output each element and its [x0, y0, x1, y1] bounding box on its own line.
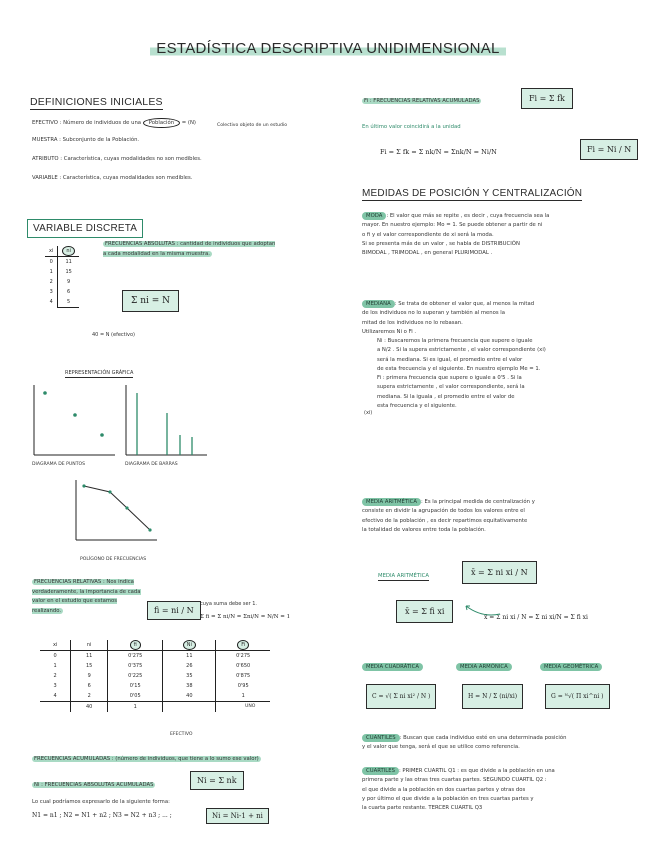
total-cell: [163, 702, 216, 713]
sum-ni-formula: Σ ni = N: [122, 290, 179, 312]
table-cell: 6: [71, 681, 108, 691]
mediana-line: Utilizaremos Ni o Fi .: [362, 328, 417, 335]
xi-note: (xi): [364, 410, 373, 416]
table-cell: 0'275: [108, 651, 163, 662]
cuantiles-block: CUANTILES : Buscan que cada individuo esté en una determinada posición y el valor que tenga, será el que se utilice como referencia.: [362, 734, 627, 753]
mediana-line: será la mediana. Si es igual, el promedio entre el valor: [377, 356, 523, 363]
media-line: efectivo de la población , es decir repartimos equitativamente: [362, 517, 528, 524]
cell: 9: [58, 277, 79, 287]
media-cuadratica-label: MEDIA CUADRÁTICA: [362, 662, 423, 672]
cell: 5: [58, 297, 79, 308]
recur-box: Ni = Ni-1 + ni: [206, 808, 269, 824]
mediana-line: supera estrictamente , el valor correspondiente, será la: [377, 384, 525, 391]
table-cell: 0'375: [108, 661, 163, 671]
representacion-heading: REPRESENTACIÓN GRÁFICA: [65, 370, 134, 376]
mediana-line: de los individuos no lo superan y también al menos la: [362, 310, 506, 317]
Ni-formula: Ni = Σ nk: [190, 771, 244, 790]
fi-formula: fi = ni / N: [147, 601, 201, 620]
table-cell: 0: [53, 653, 57, 659]
media-chain: x̄ = Σ ni xi / N = Σ ni xi/N = Σ fi xi: [484, 614, 588, 621]
arrow-icon: [462, 598, 502, 618]
table-cell: 11: [163, 651, 216, 662]
cuartiles-line: primera parte y las otras tres cuartas partes. SEGUNDO CUARTIL Q2 :: [362, 777, 547, 784]
page-title: ESTADÍSTICA DESCRIPTIVA UNIDIMENSIONAL: [0, 40, 656, 57]
header-xi: xi: [40, 640, 71, 651]
frecuencias-absolutas-text: FRECUENCIAS ABSOLUTAS : cantidad de individuos que adoptan a cada modalidad en la misma muestra.: [103, 241, 276, 257]
utility-note: En último valor coincidirá a la unidad: [362, 124, 461, 130]
table-cell: 26: [163, 661, 216, 671]
moda-line: BIMODAL , TRIMODAL , en general PLURIMODAL .: [362, 250, 493, 257]
table-cell: 2: [53, 673, 57, 679]
cuartiles-line: la cuarta parte restante. TERCER CUARTIL Q3: [362, 805, 483, 812]
label-poligono: POLÍGONO DE FRECUENCIAS: [80, 557, 147, 562]
media-label: MEDIA ARITMÉTICA: [362, 498, 421, 506]
table-cell: 0'225: [108, 671, 163, 681]
table-cell: 40: [163, 691, 216, 702]
table-cell: 0'95: [216, 681, 270, 691]
header-fi: fi: [130, 640, 141, 650]
table-cell: 11: [71, 651, 108, 662]
table-row: [40, 681, 270, 691]
table-cell: 4: [40, 691, 71, 702]
media-line: consiste en dividir la agrupación de todos los valores entre el: [362, 508, 525, 515]
efectivo-total: 40 = N (efectivo): [92, 332, 135, 338]
mediana-line: mediana. Si la iguala , el promedio entre el valor de: [377, 393, 515, 400]
table-cell: 38: [163, 681, 216, 691]
media-geometrica-label: MEDIA GEOMÉTRICA: [540, 662, 602, 672]
table-cell: 15: [71, 661, 108, 671]
table-cell: 0'650: [216, 661, 270, 671]
Ni-label: Ni : FRECUENCIAS ABSOLUTAS ACUMULADAS: [34, 782, 154, 788]
table-row: [40, 671, 270, 681]
cell: 0: [49, 259, 53, 265]
header-xi: xi: [45, 246, 58, 257]
table-row: [40, 651, 270, 662]
mediana-line: mitad de los individuos no lo rebasan.: [362, 319, 463, 326]
table-cell: 0'05: [108, 691, 163, 702]
total-cell: [216, 702, 270, 713]
mediana-label: MEDIANA: [362, 300, 395, 308]
total-cell: 1: [108, 702, 163, 713]
def-muestra: MUESTRA : Subconjunto de la Población.: [32, 136, 140, 143]
cell: 4: [49, 299, 53, 306]
cuantiles-line: y el valor que tenga, será el que se utilice como referencia.: [362, 744, 520, 751]
frecuencias-acumuladas-text: FRECUENCIAS ACUMULADAS : (número de individuos, que tiene a lo sumo ese valor): [34, 756, 259, 762]
def-variable: VARIABLE : Característica, cuyas modalidades son medibles.: [32, 174, 193, 181]
header-ni: ni: [62, 246, 75, 256]
header-Ni: Ni: [183, 640, 196, 650]
poligono-frecuencias: [72, 480, 162, 545]
media-cuadratica-formula: C = √( Σ ni xi² / N ): [366, 684, 436, 709]
label-diagrama-puntos: DIAGRAMA DE PUNTOS: [32, 462, 86, 467]
mediana-line: Ni : Buscaremos la primera frecuencia que supere o iguale: [377, 338, 533, 345]
moda-block: MODA : El valor que más se repite , es decir , cuya frecuencia sea la mayor. En nuestro ejemplo: Mo = 1. Se puede obtener a partir de ni o fi y el valor correspondiente de xi será la moda. Si se presenta más de un valor , se habla de DISTRIBUCIÓN BIMODAL , TRIMODAL , en general PLURIMODAL .: [362, 212, 627, 258]
moda-label: MODA: [362, 212, 386, 220]
table-cell: 2: [71, 691, 108, 702]
media-formula-box2: x̄ = Σ fi xi: [396, 600, 453, 623]
moda-line: mayor. En nuestro ejemplo: Mo = 1. Se puede obtener a partir de ni: [362, 222, 543, 229]
cell: 15: [58, 267, 79, 277]
variable-discreta-table: [45, 246, 79, 308]
mediana-line: Fi : primera frecuencia que supere o iguale a 0'5 . Si la: [377, 375, 522, 382]
def-efectivo: EFECTIVO : Número de individuos de una Población = (N): [32, 120, 196, 126]
recur-formula: N1 = n1 ; N2 = N1 + n2 ; N3 = N2 + n3 ; ... ;: [32, 812, 172, 819]
table-cell: 1: [216, 691, 270, 702]
diagrama-puntos: [30, 385, 120, 460]
variable-discreta-heading: VARIABLE DISCRETA: [27, 219, 143, 238]
frequency-table: [40, 640, 270, 712]
moda-line: o fi y el valor correspondiente de xi será la moda.: [362, 231, 494, 238]
media-armonica-label: MEDIA ARMÓNICA: [456, 662, 512, 672]
cell: 6: [58, 287, 79, 297]
cuartiles-label: CUARTILES: [362, 767, 399, 775]
total-cell: 40: [71, 702, 108, 713]
table-cell: 0'875: [216, 671, 270, 681]
cuantiles-label: CUANTILES: [362, 734, 400, 742]
media-armonica-formula: H = N / Σ (ni/xi): [462, 684, 523, 709]
Fi-result: Fi = Ni / N: [580, 139, 638, 160]
table-cell: 0'15: [108, 681, 163, 691]
Fi-chain: Fi = Σ fk = Σ nk/N = Σnk/N = Ni/N: [380, 148, 497, 156]
cell: 2: [49, 279, 53, 285]
header-ni: ni: [71, 640, 108, 651]
media-formula-box: x̄ = Σ ni xi / N: [462, 561, 537, 584]
header-Fi: Fi: [237, 640, 249, 650]
cell: 3: [49, 289, 53, 295]
table-row: [40, 691, 270, 702]
diagrama-barras: [122, 385, 212, 460]
poblacion-circled: Población: [143, 118, 180, 128]
Fi-label: Fi : FRECUENCIAS RELATIVAS ACUMULADAS: [364, 98, 480, 104]
frecuencias-relativas-text: FRECUENCIAS RELATIVAS : Nos indica verdaderamente, la importancia de cada valor en el estudio que estamos realizando.: [32, 579, 141, 614]
table-cell: 1: [53, 663, 57, 669]
recur-intro: Lo cual podríamos expresarlo de la siguiente forma:: [32, 799, 170, 805]
label-efectivo: EFECTIVO: [170, 732, 193, 737]
mediana-line: de esta frecuencia y el siguiente. En nuestro ejemplo Me = 1.: [377, 365, 541, 372]
table-row: [40, 661, 270, 671]
fi-sum-formula: Σ fi = Σ ni/N = Σni/N = N/N = 1: [200, 614, 291, 620]
cuartiles-block: CUARTILES : PRIMER CUARTIL Q1 : es que divide a la población en una primera parte y las otras tres cuartas partes. SEGUNDO CUARTIL Q2 : el que divide a la población en dos cuartas partes y otras dos y por último el que divide a la población en tres cuartas partes y la cuarta parte restante. TERCER CUARTIL Q3: [362, 767, 627, 813]
cuartiles-line: el que divide a la población en dos cuartas partes y otras dos: [362, 786, 526, 793]
mediana-line: a N/2 . Si la supera estrictamente , el valor correspondiente (xi): [377, 347, 546, 354]
mediana-block: MEDIANA : Se trata de obtener el valor que, al menos la mitad de los individuos no lo superan y también al menos la mitad de los individuos no lo rebasan. Utilizaremos Ni o Fi . Ni : Buscaremos la primera frecuencia que supere o iguale a N/2 . Si la supera estrictamente , el valor correspondiente (xi) será la mediana. Si es igual, el promedio entre el valor de esta frecuencia y el siguiente. En nuestro ejemplo Me = 1. Fi : primera frecuencia que supere o iguale a 0'5 . Si la supera estrictamente , el valor correspondiente, será la mediana. Si la iguala , el promedio entre el valor de esta frecuencia y el siguiente.: [362, 300, 627, 411]
fi-sum-note: cuya suma debe ser 1.: [200, 601, 258, 607]
table-cell: 3: [53, 683, 57, 689]
table-cell: 35: [163, 671, 216, 681]
cell: 11: [58, 257, 79, 268]
definiciones-heading: DEFINICIONES INICIALES: [30, 96, 163, 108]
media-block: MEDIA ARITMÉTICA : Es la principal medida de centralización y consiste en dividir la agrupación de todos los valores entre el efectivo de la población , es decir repartimos equitativamente la totalidad de valores entre toda la población.: [362, 498, 627, 535]
total-cell: [40, 702, 71, 713]
cuartiles-line: y por último el que divide a la población en tres cuartas partes y: [362, 795, 534, 802]
cell: 1: [49, 269, 53, 275]
media-line: la totalidad de valores entre toda la población.: [362, 526, 486, 533]
label-diagrama-barras: DIAGRAMA DE BARRAS: [125, 462, 178, 467]
poblacion-note: Colectivo objeto de un estudio: [217, 123, 288, 129]
media-aritmetica-label2: MEDIA ARITMÉTICA: [378, 573, 430, 579]
mediana-line: esta frecuencia y el siguiente.: [377, 402, 457, 409]
media-geometrica-formula: G = ᴺ√( Π xi^ni ): [545, 684, 610, 709]
table-cell: 9: [71, 671, 108, 681]
table-cell: 0'275: [216, 651, 270, 662]
totals-row: [40, 702, 270, 713]
moda-line: Si se presenta más de un valor , se habla de DISTRIBUCIÓN: [362, 240, 520, 247]
Fi-box: Fi = Σ fk: [521, 88, 573, 109]
definiciones-list: [32, 118, 322, 183]
def-atributo: ATRIBUTO : Característica, cuyas modalidades no son medibles.: [32, 155, 202, 162]
medidas-heading: MEDIDAS DE POSICIÓN Y CENTRALIZACIÓN: [362, 188, 583, 199]
label-uno: UNO: [245, 704, 256, 709]
